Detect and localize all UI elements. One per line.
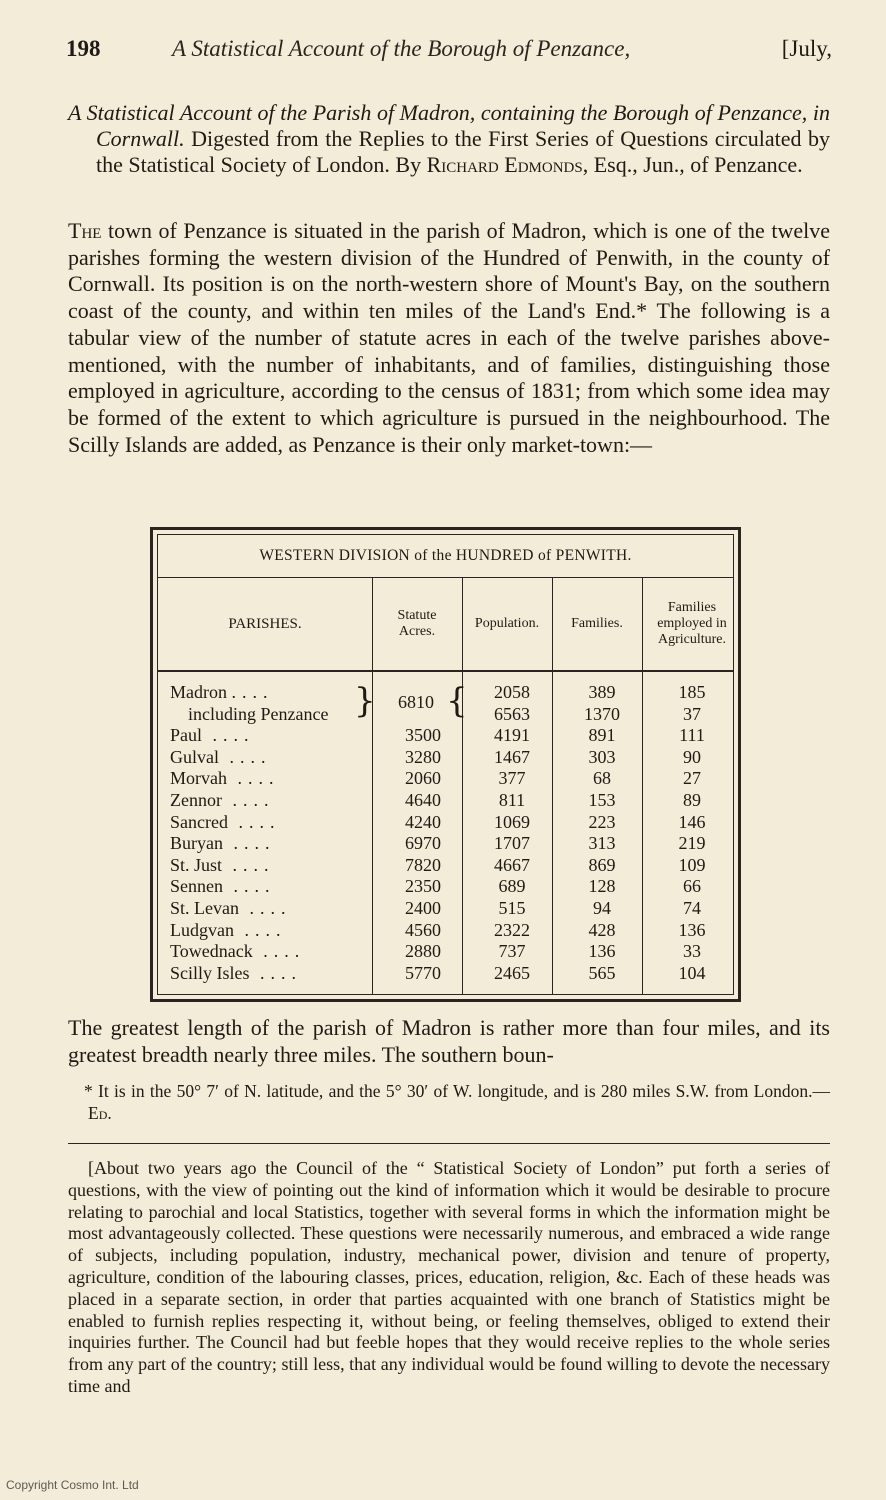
population-value: 1467 — [494, 746, 530, 767]
agriculture-value: 66 — [683, 876, 701, 897]
table-inner-frame — [157, 534, 734, 995]
parish-name: Madron .... — [170, 682, 274, 702]
paragraph-2: The greatest length of the parish of Madron is rather more than four miles, and its greatest breadth nearly three miles. The southern boun- — [68, 1015, 830, 1067]
parish-name: Scilly Isles .... — [170, 962, 302, 983]
copyright-watermark: Copyright Cosmo Int. Ltd — [6, 1478, 139, 1492]
parish-name-continued: including Penzance — [188, 703, 329, 724]
families-value: 869 — [588, 854, 616, 875]
table-header-row — [158, 577, 733, 672]
acres-value: 2880 — [405, 941, 441, 962]
penwith-table — [150, 527, 741, 1002]
agriculture-value: 37 — [683, 703, 701, 724]
paragraph-1 — [68, 218, 830, 458]
table-row — [158, 920, 733, 942]
agriculture-value: 90 — [683, 746, 701, 767]
running-title: A Statistical Account of the Borough of Penzance, — [172, 36, 631, 61]
running-header — [66, 36, 832, 70]
acres-value: 6970 — [405, 833, 441, 854]
article-intro — [68, 100, 830, 178]
header-families-agriculture: Families employed in Agriculture. — [657, 599, 727, 647]
parish-name: Zennor .... — [170, 790, 275, 810]
acres-value: 2400 — [405, 898, 441, 918]
population-value: 4667 — [494, 854, 530, 875]
agriculture-value: 74 — [683, 898, 701, 918]
population-value: 2322 — [494, 919, 530, 940]
parish-name: Ludgvan .... — [170, 919, 287, 940]
population-value: 6563 — [494, 703, 530, 724]
header-families: Families. — [571, 615, 623, 631]
parish-name: St. Levan .... — [170, 898, 292, 918]
paragraph-1-text: town of Penzance is situated in the parish of Madron, which is one of the twelve parishes forming the western division of the Hundred of Penwith, in the county of Cornwall. Its position is on the north-western shore of Mount's Bay, on the southern coast of the county, and within ten miles of the Land's End.* The following is a tabular view of the number of statute acres in each of the twelve parishes above-mentioned, with the number of inhabitants, and of families, distinguishing those employed in agriculture, according to the census of 1831; from which some idea may be formed of the extent to which agriculture is pursued in the neighbourhood. The Scilly Islands are added, as Penzance is their only market-town:— — [68, 218, 830, 457]
population-value: 4191 — [494, 725, 530, 746]
table-row — [158, 855, 733, 877]
families-value: 223 — [588, 811, 616, 832]
running-month: [July, — [781, 36, 832, 61]
right-brace: } — [354, 681, 376, 721]
families-value: 565 — [588, 962, 616, 983]
table-row — [158, 898, 733, 920]
paragraph-3: [About two years ago the Council of the “ Statistical Society of London” put forth a series of questions, with the view of pointing out the kind of information which it would be desirable to procure relating to parochial and local Statistics, together with several forms in which the information might be most advantageously collected. These questions were necessarily numerous, and embraced a wide range of subjects, including population, industry, mechanical power, division and tenure of property, agriculture, condition of the labouring classes, prices, education, religion, &c. Each of these heads was placed in a separate section, in order that parties acquainted with one branch of Statistics might be enabled to furnish replies respecting it, without being, or feeling themselves, obliged to extend their inquiries further. The Council had but feeble hopes that they would receive replies to the whole series from any part of the country; still less, that any individual would be found willing to devote the necessary time and — [68, 1158, 830, 1396]
families-value: 428 — [588, 919, 616, 940]
footnote-editor: Ed. — [88, 1103, 112, 1123]
agriculture-value: 104 — [678, 962, 706, 983]
table-row — [158, 812, 733, 834]
families-value: 389 — [588, 682, 616, 702]
families-value: 303 — [588, 746, 616, 767]
parish-name: Sancred .... — [170, 811, 281, 832]
families-value: 891 — [588, 725, 616, 746]
population-value: 2465 — [494, 962, 530, 983]
population-value: 811 — [498, 790, 526, 810]
left-brace: { — [446, 681, 468, 721]
parish-name: Paul .... — [170, 725, 255, 746]
families-value: 94 — [593, 898, 611, 918]
acres-value: 3280 — [405, 746, 441, 767]
agriculture-value: 146 — [678, 811, 706, 832]
table-row — [158, 876, 733, 898]
table-row — [158, 725, 733, 747]
families-value: 128 — [588, 876, 616, 897]
table-row — [158, 790, 733, 812]
table-row — [158, 747, 733, 769]
header-population: Population. — [474, 615, 540, 631]
families-value: 1370 — [584, 703, 620, 724]
acres-value: 7820 — [405, 854, 441, 875]
lead-word: The — [68, 218, 102, 243]
families-value: 153 — [588, 790, 616, 810]
population-value: 377 — [498, 768, 526, 789]
parish-name: Morvah .... — [170, 768, 280, 789]
table-row — [158, 963, 733, 985]
agriculture-value: 136 — [678, 919, 706, 940]
footnote — [68, 1080, 830, 1124]
intro-text-a: Digested from the Replies to the First Series of Questions circulated by the Statistical Society of London. By — [96, 126, 830, 177]
parish-name: Sennen .... — [170, 876, 276, 897]
families-value: 313 — [588, 833, 616, 854]
families-value: 136 — [588, 941, 616, 962]
acres-value: 3500 — [405, 725, 441, 746]
acres-value: 4240 — [405, 811, 441, 832]
acres-value: 5770 — [405, 962, 441, 983]
agriculture-value: 111 — [679, 725, 705, 746]
agriculture-value: 89 — [683, 790, 701, 810]
horizontal-rule — [68, 1143, 830, 1144]
agriculture-value: 33 — [683, 941, 701, 962]
header-parishes: PARISHES. — [228, 615, 302, 632]
agriculture-value: 185 — [678, 682, 706, 702]
population-value: 1069 — [494, 811, 530, 832]
acres-value: 4560 — [405, 919, 441, 940]
agriculture-value: 27 — [683, 768, 701, 789]
header-acres: Statute Acres. — [397, 607, 437, 639]
population-value: 689 — [498, 876, 526, 897]
author-name: Richard Edmonds — [426, 152, 583, 177]
page-number: 198 — [66, 36, 101, 61]
table-title: WESTERN DIVISION of the HUNDRED of PENWITH. — [158, 535, 733, 578]
population-value: 2058 — [494, 682, 530, 702]
table-row — [158, 833, 733, 855]
families-value: 68 — [593, 768, 611, 789]
parish-name: St. Just .... — [170, 854, 275, 875]
footnote-text: * It is in the 50° 7′ of N. latitude, and the 5° 30′ of W. longitude, and is 280 miles S.W. from London.— — [84, 1081, 830, 1101]
parish-name: Gulval .... — [170, 746, 272, 767]
table-row — [158, 941, 733, 963]
acres-value: 4640 — [405, 790, 441, 810]
acres-value: 2060 — [405, 768, 441, 789]
parish-name: Buryan .... — [170, 833, 276, 854]
acres-value: 2350 — [405, 876, 441, 897]
agriculture-value: 219 — [678, 833, 706, 854]
population-value: 515 — [498, 898, 526, 918]
population-value: 1707 — [494, 833, 530, 854]
intro-text-b: , Esq., Jun., of Penzance. — [582, 152, 803, 177]
acres-value: 6810 — [398, 692, 434, 712]
parish-name: Towednack .... — [170, 941, 306, 962]
agriculture-value: 109 — [678, 854, 706, 875]
population-value: 737 — [498, 941, 526, 962]
table-row — [158, 768, 733, 790]
article-title: A Statistical Account of the Parish of Madron, containing the Borough of Penzance, in Cornwall. — [68, 100, 830, 151]
